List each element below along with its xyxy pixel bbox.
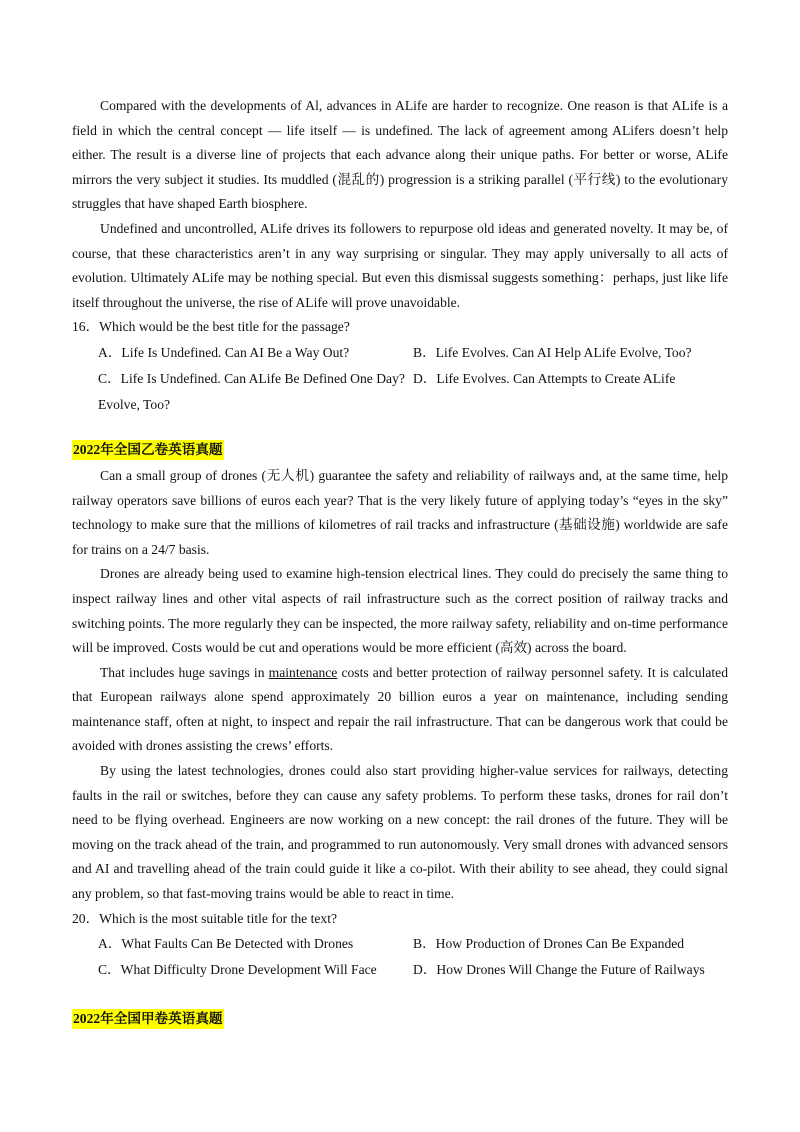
underlined-word-maintenance: maintenance xyxy=(268,664,338,680)
option-16-b: B．Life Evolves. Can AI Help ALife Evolve, Too? xyxy=(413,344,692,360)
alife-paragraph-2: Undefined and uncontrolled, ALife drives its followers to repurpose old ideas and generated novelty. It may be, of course, that these characteristics aren’t in any way surprising or singular. They may apply universally to all acts of evolution. Ultimately ALife may be nothing special. But even this dismissal suggests something：perhaps, just like life itself throughout the universe, the rise of ALife will prove unavoidable. xyxy=(72,220,728,310)
drones-paragraph-1: Can a small group of drones (无人机) guarantee the safety and reliability of railways and, at the same time, help railway operators save billions of euros each year? That is the very likely future of applying today’s “eyes in the sky” technology to make sure that the millions of kilometres of rail tracks and infrastructure (基础设施) worldwide are safe for trains on a 24/7 basis. xyxy=(72,467,728,557)
option-16-c: C．Life Is Undefined. Can ALife Be Defined One Day? xyxy=(98,370,405,386)
question-16-options xyxy=(72,340,728,392)
option-20-a: A．What Faults Can Be Detected with Drones xyxy=(98,936,354,952)
alife-paragraph-1: Compared with the developments of Al, advances in ALife are harder to recognize. One reason is that ALife is a field in which the central concept — life itself — is undefined. The lack of agreement among ALifers doesn’t help either. The result is a diverse line of projects that each advance along their unique paths. For better or worse, ALife mirrors the very subject it studies. Its muddled (混乱的) progression is a striking parallel (平行线) to the evolutionary struggles that have shaped Earth biosphere. xyxy=(72,98,728,212)
option-20-d: D．How Drones Will Change the Future of Railways xyxy=(413,962,705,978)
section-heading-yi: 2022年全国乙卷英语真题 xyxy=(72,440,224,460)
drones-paragraph-2: Drones are already being used to examine high-tension electrical lines. They could do precisely the same thing to inspect railway lines and other vital aspects of rail infrastructure such as the correct position of railway tracks and switching points. The more regularly they can be inspected, the more railway safety, reliability and on-time performance will be improved. Costs would be cut and operations would be more efficient (高效) across the board. xyxy=(72,566,728,656)
question-20: 20．Which is the most suitable title for the text? xyxy=(72,910,338,926)
question-20-options xyxy=(72,931,728,983)
drones-paragraph-4: By using the latest technologies, drones could also start providing higher-value services for railways, detecting faults in the rail or switches, before they can cause any safety problems. To perform these tasks, drones for rail don’t need to be flying overhead. Engineers are now working on a new concept: the rail drones of the future. They will be moving on the track ahead of the train, and programmed to run autonomously. Very small drones with advanced sensors and AI and travelling ahead of the train could guide it like a co-pilot. With their ability to see ahead, they could signal any problem, so that fast-moving trains would be able to react in time. xyxy=(72,763,728,902)
option-20-b: B．How Production of Drones Can Be Expanded xyxy=(413,936,685,952)
option-20-c: C．What Difficulty Drone Development Will Face xyxy=(98,962,377,978)
drones-paragraph-3 xyxy=(72,661,728,759)
option-16-d-continuation: Evolve, Too? xyxy=(98,396,171,412)
option-16-a: A．Life Is Undefined. Can AI Be a Way Out? xyxy=(98,344,350,360)
section-heading-jia: 2022年全国甲卷英语真题 xyxy=(72,1009,224,1029)
option-16-d: D．Life Evolves. Can Attempts to Create ALife xyxy=(413,370,676,386)
drones-paragraph-3-rest: costs and better protection of railway personnel safety. It is calculated that European railways alone spend approximately 20 billion euros a year on maintenance, including sending maintenance staff, often at night, to inspect and repair the rail infrastructure. That can be dangerous work that could be avoided with drones assisting the crews’ efforts. xyxy=(72,664,729,754)
drones-paragraph-3-start: That includes huge savings in xyxy=(100,664,269,680)
question-16: 16．Which would be the best title for the passage? xyxy=(72,319,350,335)
document-page xyxy=(72,94,728,1029)
